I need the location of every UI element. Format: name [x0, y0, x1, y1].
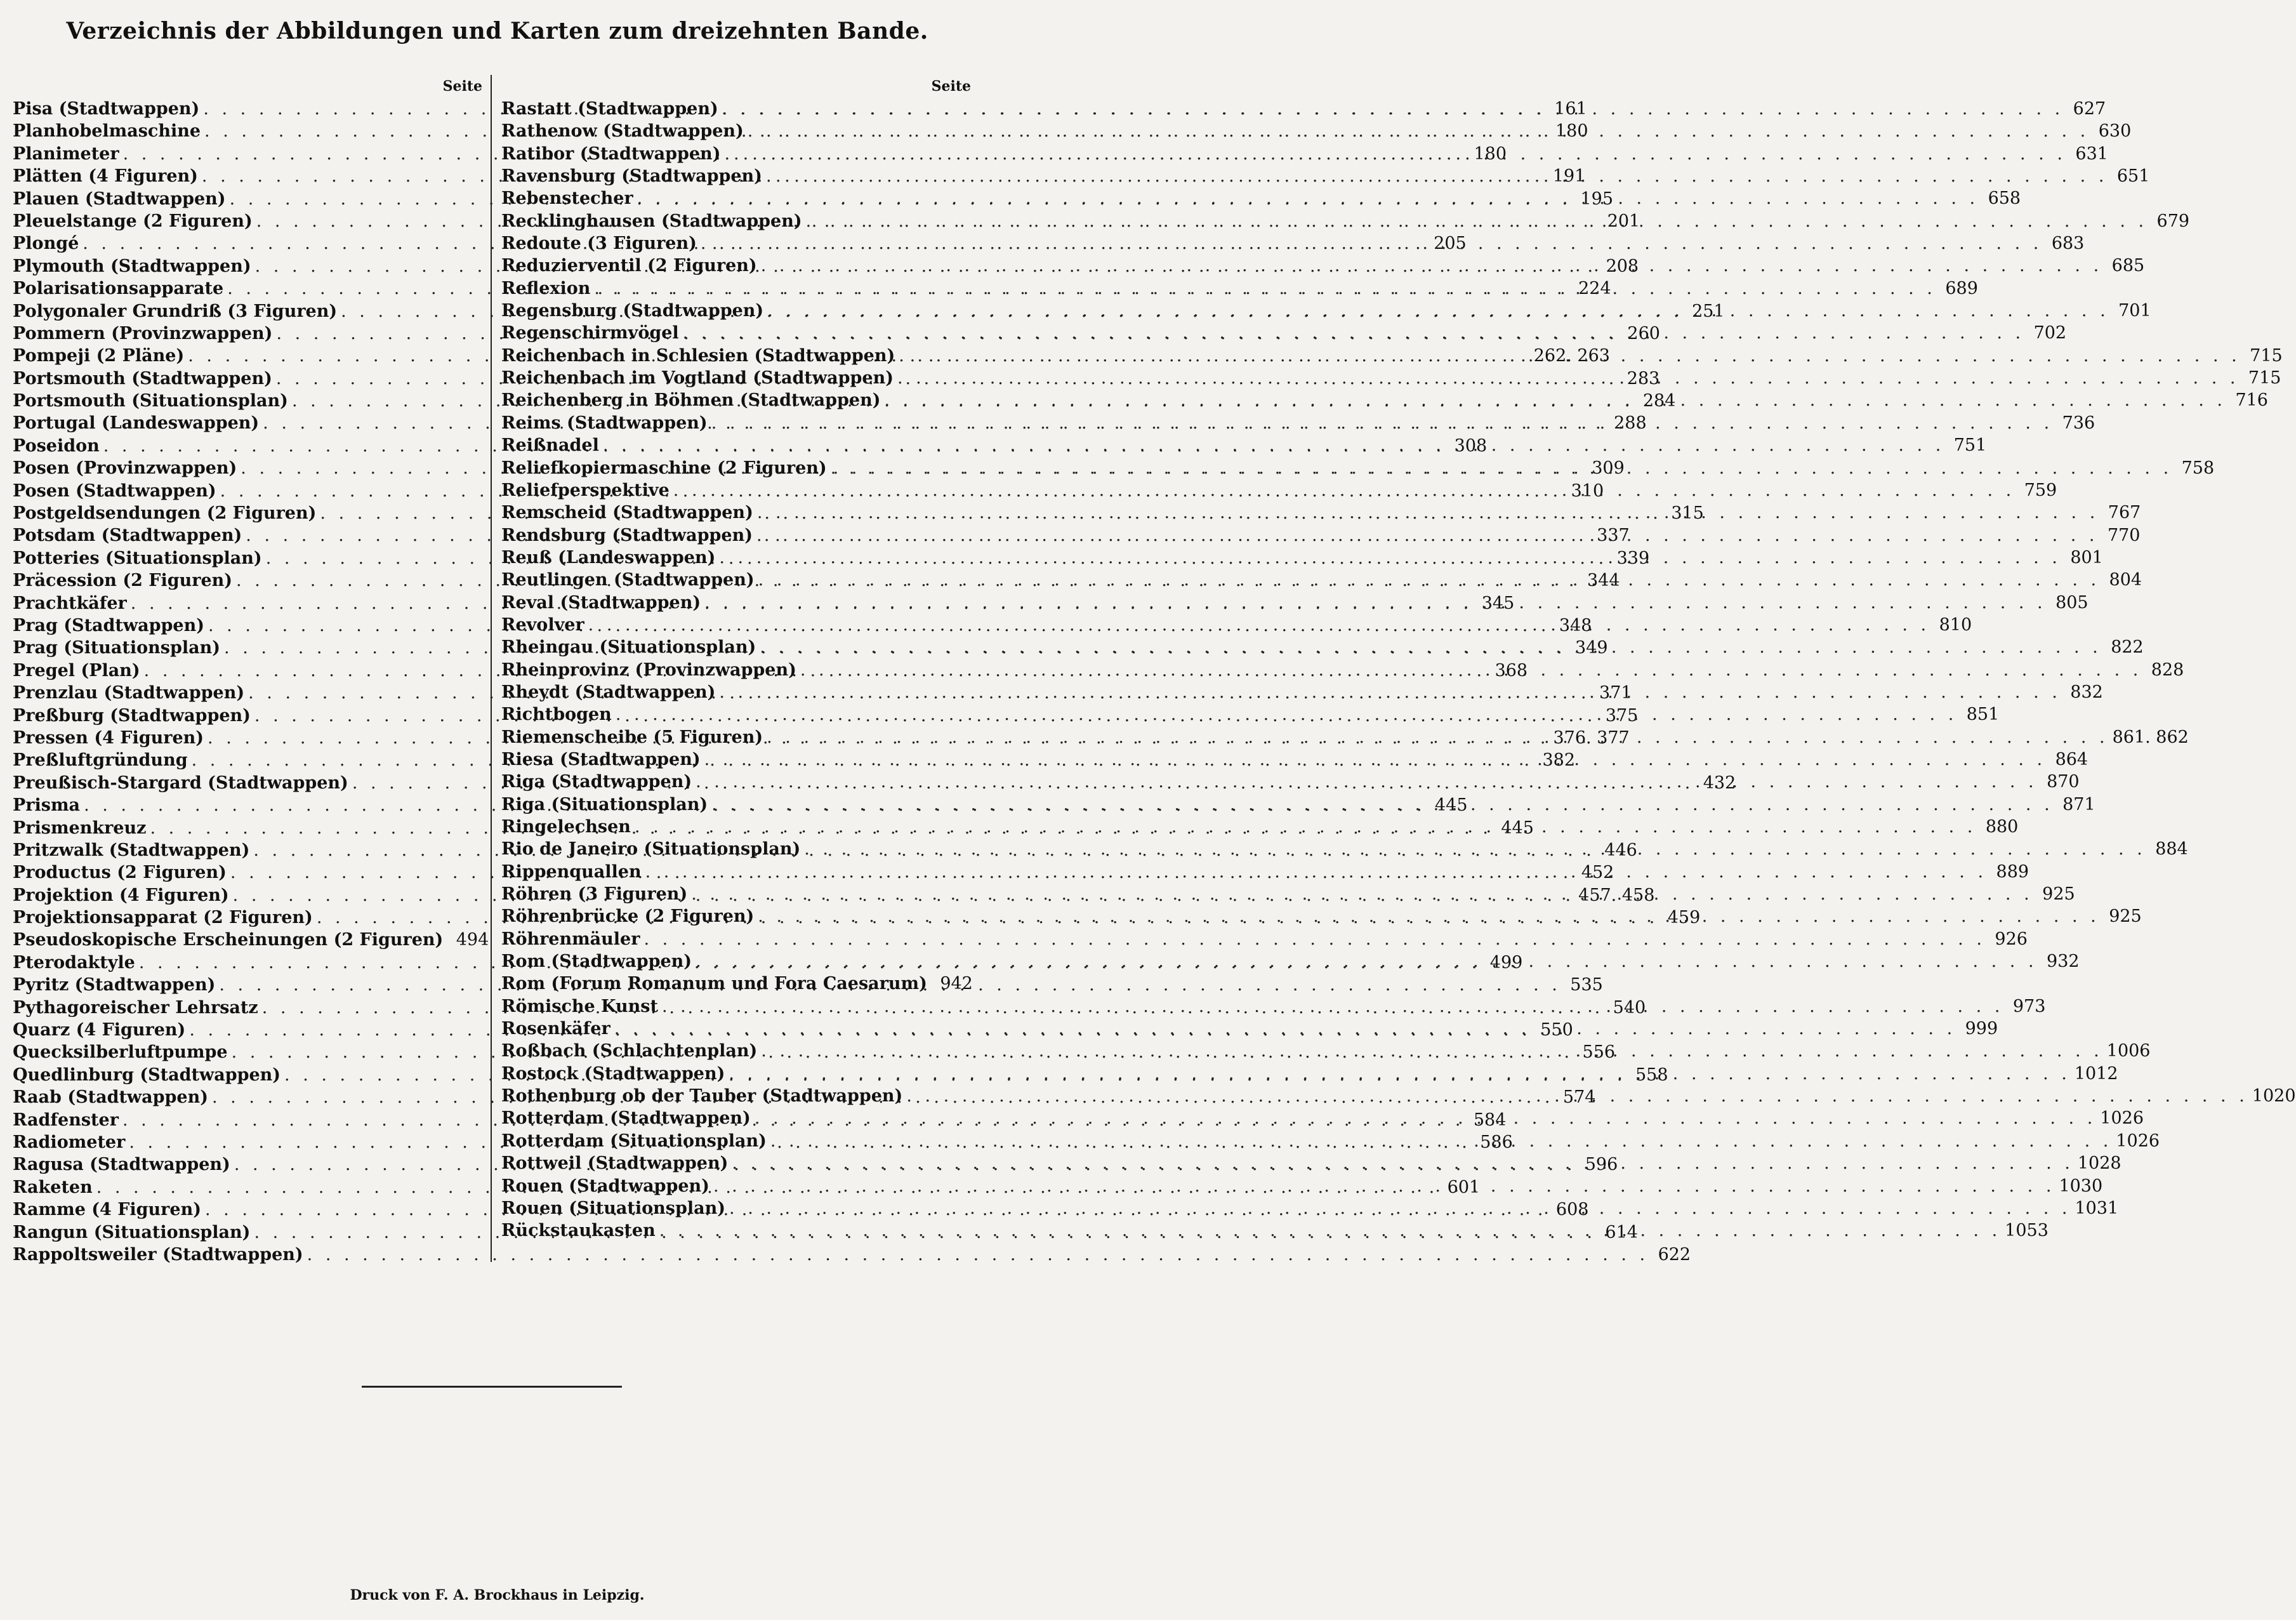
entry-label: Recklinghausen (Stadtwappen) [501, 211, 802, 231]
entry-label: Rouen (Stadtwappen) [501, 1176, 709, 1196]
entry-label: Pisa (Stadtwappen) [13, 99, 200, 119]
entry-label: Projektionsapparat (2 Figuren) [13, 908, 313, 928]
entry-page-number: 832 [2070, 682, 2103, 702]
dot-leader [696, 950, 2037, 973]
entry-page-number: 1020 [2252, 1086, 2296, 1106]
dot-leader [307, 1244, 1649, 1266]
dot-leader [673, 479, 2015, 501]
dot-leader [683, 322, 2024, 344]
entry-page-number: 683 [2051, 234, 2085, 254]
dot-leader [701, 232, 2042, 255]
entry-page-number: 828 [2151, 660, 2184, 680]
dot-leader [704, 592, 2046, 614]
entry-label: Rom (Forum Romanum und Fora Caesarum) [501, 974, 927, 994]
entry-page-number: 584 [1473, 1110, 1507, 1130]
entry-label: Redoute (3 Figuren) [501, 234, 697, 254]
entry-label: Pseudoskopische Erscheinungen (2 Figuren) [13, 930, 444, 950]
entry-label: Portsmouth (Situationsplan) [13, 391, 288, 411]
entry-page-number: 445 [1434, 795, 1468, 816]
entry-label: Ravensburg (Stadtwappen) [501, 166, 762, 187]
dot-leader [758, 569, 2100, 591]
dot-leader [766, 165, 2108, 187]
entry-label: Posen (Provinzwappen) [13, 458, 237, 479]
entry-page-number: 596 [1585, 1155, 1618, 1175]
entry-page-number: 201 [1607, 211, 1640, 231]
entry-label: Röhren (3 Figuren) [501, 884, 688, 905]
entry-page-number: 499 [1489, 952, 1523, 973]
entry-page-number: 556 [1582, 1042, 1616, 1063]
entry-page-number: 627 [2073, 99, 2106, 119]
dot-leader [637, 187, 1979, 209]
dot-leader [691, 883, 2033, 905]
dot-leader [800, 659, 2142, 681]
index-entry [13, 1244, 1691, 1266]
entry-page-number: 457. 458 [1578, 885, 1655, 905]
entry-label: Reims (Stadtwappen) [501, 413, 708, 433]
entry-label: Rippenquallen [501, 861, 642, 882]
entry-label: Pleuelstange (2 Figuren) [13, 211, 253, 231]
entry-label: Pythagoreischer Lehrsatz [13, 997, 258, 1018]
entry-label: Potsdam (Stadtwappen) [13, 526, 242, 546]
entry-page-number: 535 [1570, 975, 1603, 995]
entry-label: Planimeter [13, 143, 119, 164]
dot-leader [614, 1018, 1956, 1040]
entry-page-number: 310 [1571, 481, 1604, 501]
entry-page-number: 770 [2107, 525, 2141, 545]
dot-leader [804, 838, 2146, 860]
seite-label-right: Seite [931, 78, 971, 95]
entry-label: Rappoltsweiler (Stadtwappen) [13, 1244, 303, 1265]
entry-label: Reutlingen (Stadtwappen) [501, 570, 755, 590]
entry-page-number: 926 [1995, 929, 2028, 949]
entry-label: Reduzierventil (2 Figuren) [501, 256, 757, 276]
entry-page-number: 558 [1635, 1065, 1668, 1085]
entry-label: Riga (Situationsplan) [501, 794, 708, 814]
entry-page-number: 180 [1555, 121, 1588, 142]
entry-label: Prenzlau (Stadtwappen) [13, 683, 245, 703]
entry-label: Reval (Stadtwappen) [501, 592, 701, 613]
entry-page-number: 889 [1996, 861, 2029, 882]
dot-leader [724, 143, 2066, 165]
dot-leader [603, 434, 1944, 456]
entry-label: Rathenow (Stadtwappen) [501, 121, 744, 142]
entry-label: Potteries (Situationsplan) [13, 548, 262, 568]
entry-page-number: 685 [2111, 256, 2145, 276]
entry-page-number: 205 [1434, 234, 1467, 254]
entry-label: Pressen (4 Figuren) [13, 727, 204, 748]
entry-label: Quedlinburg (Stadtwappen) [13, 1065, 281, 1085]
dot-leader [767, 300, 2109, 322]
dot-leader [899, 345, 2240, 367]
entry-page-number: 260 [1627, 323, 1660, 343]
entry-label: Rheingau (Situationsplan) [501, 637, 756, 658]
page-title: Verzeichnis der Abbildungen und Karten zum dreizehnten Bande. [66, 18, 928, 44]
entry-page-number: 630 [2098, 121, 2132, 142]
entry-label: Rastatt (Stadtwappen) [501, 99, 718, 119]
entry-page-number: 283 [1626, 368, 1660, 388]
entry-label: Prachtkäfer [13, 593, 127, 613]
entry-page-number: 805 [2055, 592, 2088, 613]
entry-page-number: 288 [1614, 413, 1647, 434]
entry-page-number: 689 [1945, 278, 1978, 298]
entry-page-number: 208 [1606, 256, 1639, 276]
entry-page-number: 973 [2012, 996, 2046, 1016]
entry-page-number: 767 [2108, 503, 2141, 523]
entry-page-number: 376. 377 [1553, 727, 1630, 748]
dot-leader [662, 995, 2003, 1018]
entry-page-number: 308 [1454, 435, 1488, 456]
entry-page-number: 191 [1552, 166, 1586, 187]
dot-leader [755, 1107, 2096, 1129]
entry-label: Raab (Stadtwappen) [13, 1087, 208, 1108]
dot-leader [729, 1063, 2070, 1085]
entry-page-number: 180 [1474, 143, 1507, 164]
dot-leader [748, 120, 2089, 142]
dot-leader [588, 614, 1930, 636]
entry-page-number: 715 [2248, 368, 2281, 388]
entry-page-number: 822 [2111, 637, 2144, 658]
entry-label: Reichenbach im Vogtland (Stadtwappen) [501, 368, 894, 388]
dot-leader [732, 1152, 2073, 1174]
entry-page-number: 459 [1667, 908, 1701, 928]
entry-label: Röhrenbrücke (2 Figuren) [501, 906, 755, 927]
entry-page-number: 494 [456, 930, 489, 950]
entry-page-number: 759 [2024, 480, 2057, 500]
dot-leader [704, 748, 2046, 771]
dot-leader [635, 816, 1976, 838]
entry-page-number: 701 [2118, 301, 2151, 321]
entry-page-number: 880 [1985, 817, 2019, 837]
entry-label: Posen (Stadtwappen) [13, 481, 216, 501]
dot-leader [713, 1175, 2055, 1197]
entry-page-number: 344 [1587, 571, 1620, 591]
entry-page-number: 716 [2235, 390, 2268, 411]
dot-leader [761, 255, 2102, 277]
index-entry [13, 929, 489, 951]
dot-leader [719, 547, 2061, 569]
dot-leader [906, 1085, 2248, 1107]
entry-label: Präcession (2 Figuren) [13, 571, 233, 591]
dot-leader [711, 412, 2053, 434]
entry-page-number: 871 [2062, 794, 2095, 814]
entry-page-number: 1028 [2077, 1153, 2121, 1174]
entry-label: Reichenberg in Böhmen (Stadtwappen) [501, 390, 881, 411]
entry-label: Ringelechsen [501, 817, 631, 837]
printer-footer: Druck von F. A. Brockhaus in Leipzig. [350, 1587, 645, 1603]
entry-label: Ragusa (Stadtwappen) [13, 1155, 230, 1175]
dot-leader [711, 793, 2053, 816]
entry-label: Plauen (Stadtwappen) [13, 189, 226, 209]
entry-page-number: 1026 [2116, 1131, 2160, 1151]
entry-label: Prismenkreuz [13, 818, 147, 838]
entry-label: Rheydt (Stadtwappen) [501, 682, 716, 702]
entry-label: Preußisch-Stargard (Stadtwappen) [13, 773, 348, 793]
entry-label: Revolver [501, 614, 584, 635]
entry-label: Roßbach (Schlachtenplan) [501, 1041, 758, 1061]
entry-label: Rosenkäfer [501, 1019, 610, 1039]
entry-page-number: 574 [1562, 1087, 1596, 1108]
dot-leader [729, 1197, 2071, 1219]
entry-label: Pritzwalk (Stadtwappen) [13, 840, 250, 860]
entry-page-number: 540 [1613, 997, 1646, 1018]
entry-page-number: 932 [2047, 952, 2080, 972]
entry-page-number: 368 [1494, 660, 1528, 681]
dot-leader [757, 501, 2099, 524]
entry-label: Raketen [13, 1177, 93, 1197]
dot-leader [885, 389, 2226, 411]
entry-label: Quarz (4 Figuren) [13, 1020, 186, 1040]
entry-page-number: 1031 [2075, 1198, 2119, 1218]
dot-leader [767, 726, 2108, 748]
entry-page-number: 345 [1481, 593, 1515, 613]
entry-page-number: 375 [1605, 705, 1639, 726]
entry-page-number: 284 [1642, 391, 1676, 411]
entry-label: Römische Kunst [501, 996, 658, 1016]
entry-page-number: 195 [1580, 189, 1614, 209]
entry-page-number: 751 [1953, 435, 1987, 456]
entry-page-number: 586 [1480, 1132, 1513, 1152]
dot-leader [719, 681, 2061, 703]
entry-label: Rheinprovinz (Provinzwappen) [501, 660, 796, 680]
entry-page-number: 758 [2181, 458, 2215, 478]
entry-label: Plymouth (Stadtwappen) [13, 256, 251, 276]
entry-page-number: 349 [1574, 638, 1608, 658]
entry-page-number: 371 [1599, 683, 1632, 703]
dot-leader [770, 1130, 2112, 1152]
entry-label: Rangun (Situationsplan) [13, 1222, 251, 1242]
entry-label: Productus (2 Figuren) [13, 863, 227, 883]
entry-page-number: 601 [1447, 1177, 1481, 1197]
entry-label: Reißnadel [501, 435, 599, 456]
entry-label: Planhobelmaschine [13, 121, 201, 142]
entry-page-number: 861. 862 [2112, 727, 2189, 747]
entry-label: Rückstaukasten [501, 1221, 656, 1241]
entry-label: Prag (Situationsplan) [13, 638, 221, 658]
entry-page-number: 446 [1604, 840, 1637, 860]
entry-page-number: 851 [1966, 705, 2000, 725]
entry-label: Portsmouth (Stadtwappen) [13, 368, 272, 388]
entry-page-number: 884 [2155, 839, 2188, 860]
entry-page-number: 339 [1616, 548, 1650, 568]
entry-label: Rom (Stadtwappen) [501, 952, 692, 972]
entry-page-number: 224 [1578, 279, 1611, 299]
entry-label: Reflexion [501, 278, 591, 298]
entry-label: Richtbogen [501, 705, 612, 725]
entry-page-number: 432 [1703, 773, 1736, 793]
entry-page-number: 1026 [2100, 1108, 2144, 1129]
entry-label: Rebenstecher [501, 189, 633, 209]
column-divider [491, 75, 492, 1262]
entry-label: Pompeji (2 Pläne) [13, 346, 185, 366]
entry-label: Ratibor (Stadtwappen) [501, 143, 721, 164]
entry-label: Pyritz (Stadtwappen) [13, 975, 216, 995]
dot-leader [643, 928, 1985, 950]
index-entry [501, 928, 2028, 950]
entry-page-number: 1012 [2074, 1063, 2118, 1084]
dot-leader [594, 277, 1936, 300]
entry-label: Reuß (Landeswappen) [501, 547, 716, 568]
entry-page-number: 337 [1597, 526, 1630, 546]
index-entry [501, 973, 971, 995]
entry-page-number: 999 [1965, 1019, 1998, 1039]
entry-label: Rotterdam (Situationsplan) [501, 1131, 767, 1151]
entry-label: Plätten (4 Figuren) [13, 166, 198, 187]
seite-label-left: Seite [442, 78, 482, 95]
entry-page-number: 679 [2156, 211, 2190, 231]
entry-page-number: 658 [1988, 189, 2021, 209]
entry-page-number: 804 [2109, 570, 2142, 590]
entry-page-number: 348 [1559, 615, 1592, 635]
entry-label: Radfenster [13, 1110, 119, 1130]
entry-label: Rothenburg ob der Tauber (Stadtwappen) [501, 1086, 903, 1106]
entry-page-number: 262. 263 [1533, 346, 1610, 366]
entry-label: Prag (Stadtwappen) [13, 615, 204, 635]
entry-page-number: 864 [2055, 749, 2088, 769]
entry-label: Reliefkopiermaschine (2 Figuren) [501, 458, 827, 478]
dot-leader [806, 210, 2148, 232]
entry-page-number: 161 [1554, 99, 1587, 119]
entry-label: Reichenbach in Schlesien (Stadtwappen) [501, 345, 895, 366]
entry-page-number: 382 [1542, 750, 1576, 771]
dot-leader [761, 1040, 2102, 1062]
dot-leader [722, 98, 2064, 120]
entry-page-number: 315 [1671, 503, 1704, 524]
dot-leader [616, 703, 1957, 726]
entry-page-number: 445 [1501, 818, 1534, 838]
dot-leader [645, 861, 1987, 883]
entry-page-number: 622 [1658, 1244, 1691, 1265]
entry-label: Reliefperspektive [501, 480, 670, 500]
entry-label: Rostock (Stadtwappen) [501, 1063, 725, 1084]
entry-page-number: 608 [1555, 1200, 1589, 1220]
entry-label: Pterodaktyle [13, 952, 135, 973]
entry-label: Röhrenmäuler [501, 929, 640, 949]
dot-leader [758, 905, 2099, 927]
entry-label: Polarisationsapparate [13, 279, 224, 299]
entry-label: Riesa (Stadtwappen) [501, 749, 701, 769]
entry-label: Rotterdam (Stadtwappen) [501, 1108, 751, 1129]
dot-leader [831, 457, 2172, 479]
entry-page-number: 651 [2116, 166, 2150, 187]
entry-page-number: 870 [2047, 772, 2080, 792]
entry-label: Projektion (4 Figuren) [13, 885, 229, 905]
entry-label: Regenschirmvögel [501, 323, 679, 343]
entry-label: Preßluftgründung [13, 750, 188, 771]
horizontal-rule [362, 1386, 622, 1388]
entry-page-number: 736 [2062, 413, 2095, 433]
entry-label: Quecksilberluftpumpe [13, 1042, 228, 1063]
entry-label: Rendsburg (Stadtwappen) [501, 525, 753, 545]
entry-label: Remscheid (Stadtwappen) [501, 503, 753, 523]
entry-label: Regensburg (Stadtwappen) [501, 301, 764, 321]
entry-page-number: 942 [940, 974, 973, 994]
entry-label: Portugal (Landeswappen) [13, 413, 260, 434]
entry-page-number: 801 [2070, 547, 2103, 568]
entry-label: Plongé [13, 234, 79, 254]
entry-page-number: 309 [1592, 458, 1625, 479]
entry-label: Rouen (Situationsplan) [501, 1198, 726, 1218]
entry-label: Ramme (4 Figuren) [13, 1200, 201, 1220]
entry-label: Rio de Janeiro (Situationsplan) [501, 839, 801, 860]
entry-page-number: 614 [1605, 1222, 1638, 1242]
entry-page-number: 550 [1540, 1020, 1573, 1040]
entry-label: Pregel (Plan) [13, 660, 140, 681]
dot-leader [659, 1219, 2001, 1242]
entry-label: Preßburg (Stadtwappen) [13, 705, 251, 726]
entry-page-number: 251 [1692, 301, 1725, 321]
entry-label: Postgeldsendungen (2 Figuren) [13, 503, 317, 524]
entry-label: Radiometer [13, 1132, 126, 1152]
entry-page-number: 715 [2250, 345, 2283, 366]
entry-label: Riga (Stadtwappen) [501, 772, 692, 792]
entry-label: Prisma [13, 795, 81, 816]
entry-page-number: 1053 [2005, 1221, 2049, 1241]
entry-page-number: 925 [2042, 884, 2075, 905]
entry-page-number: 702 [2033, 323, 2067, 343]
entry-page-number: 810 [1939, 614, 1972, 635]
entry-page-number: 1030 [2059, 1176, 2103, 1196]
dot-leader [760, 636, 2101, 658]
entry-label: Rottweil (Stadtwappen) [501, 1153, 729, 1174]
dot-leader [756, 524, 2098, 547]
dot-leader [897, 367, 2239, 389]
entry-page-number: 925 [2109, 906, 2142, 927]
entry-label: Poseidon [13, 435, 100, 456]
dot-leader [696, 771, 2037, 793]
entry-page-number: 452 [1581, 863, 1614, 883]
entry-page-number: 631 [2075, 143, 2108, 164]
entry-label: Pommern (Provinzwappen) [13, 323, 273, 343]
entry-page-number: 1006 [2106, 1041, 2151, 1061]
entry-label: Riemenscheibe (5 Figuren) [501, 727, 763, 747]
entry-label: Polygonaler Grundriß (3 Figuren) [13, 301, 338, 321]
